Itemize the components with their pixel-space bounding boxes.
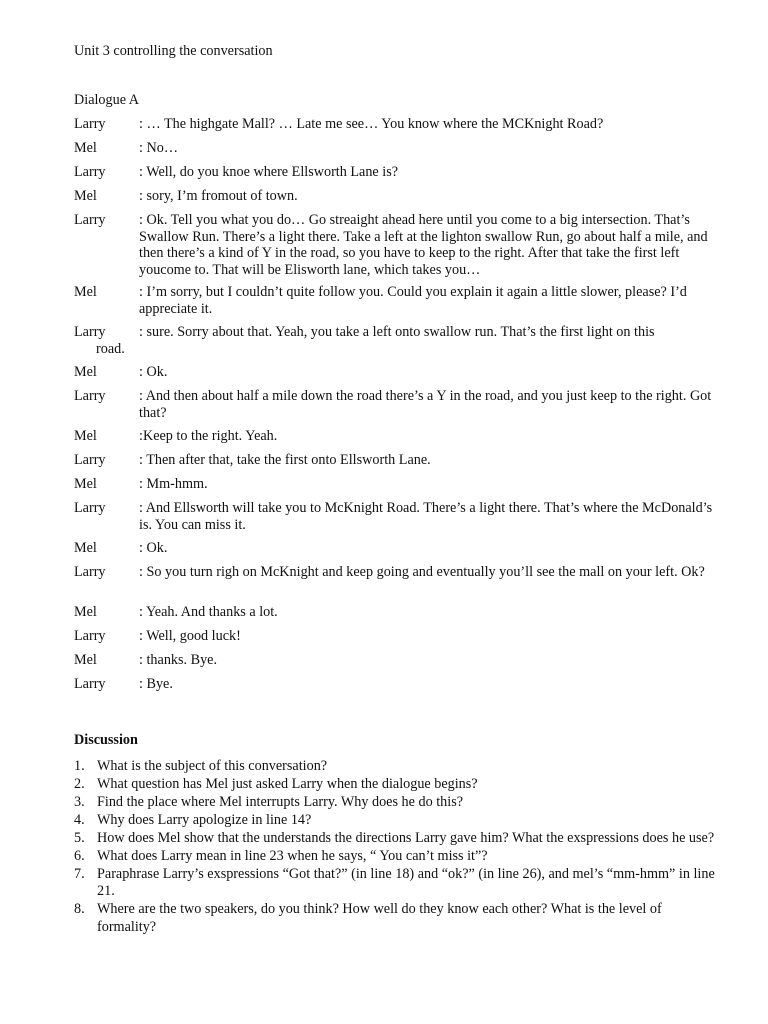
speaker-name: Mel xyxy=(74,284,97,300)
dialogue-line xyxy=(74,652,724,669)
dialogue-line xyxy=(74,284,724,317)
dialogue-text: : And then about half a mile down the road there’s a Y in the road, and you just keep to the right. Got that? xyxy=(139,388,712,421)
question-number: 8. xyxy=(74,901,85,918)
dialogue-line xyxy=(74,388,724,421)
question-text: What question has Mel just asked Larry when the dialogue begins? xyxy=(97,776,478,792)
dialogue-text-continuation: road. xyxy=(96,340,125,357)
speaker-name: Mel xyxy=(74,604,97,620)
speaker-name: Mel xyxy=(74,364,97,380)
dialogue-line xyxy=(74,676,724,693)
dialogue-text: : Mm-hmm. xyxy=(139,476,208,492)
speaker-name: Mel xyxy=(74,428,97,444)
dialogue-text: : And Ellsworth will take you to McKnight Road. There’s a light there. That’s where the McDonald’s is. You can miss it. xyxy=(139,500,713,533)
dialogue-line xyxy=(74,628,724,645)
dialogue-line xyxy=(74,564,724,581)
dialogue-text: : Ok. xyxy=(139,540,168,556)
discussion-question xyxy=(74,848,724,865)
speaker-name: Larry xyxy=(74,676,106,692)
speaker-name: Larry xyxy=(74,564,106,580)
discussion-question xyxy=(74,776,724,793)
discussion-question xyxy=(74,830,724,847)
dialogue-text: :Keep to the right. Yeah. xyxy=(139,428,278,444)
question-text: Find the place where Mel interrupts Larry. Why does he do this? xyxy=(97,794,464,810)
question-number: 4. xyxy=(74,812,85,828)
speaker-name: Larry xyxy=(74,452,106,468)
discussion-question xyxy=(74,812,724,829)
dialogue-text: : Well, good luck! xyxy=(139,628,241,644)
dialogue-line xyxy=(74,540,724,557)
question-text: What does Larry mean in line 23 when he says, “ You can’t miss it”? xyxy=(97,848,488,864)
dialogue-line xyxy=(74,116,724,133)
speaker-name: Larry xyxy=(74,388,106,404)
speaker-name: Mel xyxy=(74,652,97,668)
dialogue-text: : Ok. xyxy=(139,364,168,380)
question-text: How does Mel show that the understands the directions Larry gave him? What the exspressions does he use? xyxy=(97,830,715,846)
question-number: 5. xyxy=(74,830,85,846)
dialogue-text: : thanks. Bye. xyxy=(139,652,218,668)
dialogue-line xyxy=(74,164,724,181)
dialogue-text: : I’m sorry, but I couldn’t quite follow you. Could you explain it again a little slower, please? I’d appreciate it. xyxy=(139,284,687,317)
dialogue-line xyxy=(74,452,724,469)
discussion-question xyxy=(74,758,724,775)
speaker-name: Mel xyxy=(74,476,97,492)
discussion-heading: Discussion xyxy=(74,732,138,748)
question-text: Paraphrase Larry’s exspressions “Got that?” (in line 18) and “ok?” (in line 26), and mel’s “mm-hmm” in line 21. xyxy=(97,866,715,900)
dialogue-text: : No… xyxy=(139,140,179,156)
dialogue-text: : Then after that, take the first onto Ellsworth Lane. xyxy=(139,452,431,468)
speaker-name: Larry xyxy=(74,164,106,180)
discussion-question xyxy=(74,866,724,901)
question-text: What is the subject of this conversation? xyxy=(97,758,328,774)
question-number: 2. xyxy=(74,776,85,792)
unit-title: Unit 3 controlling the conversation xyxy=(74,43,273,59)
dialogue-text: : Bye. xyxy=(139,676,173,692)
dialogue-line xyxy=(74,476,724,493)
dialogue-line xyxy=(74,500,724,533)
question-text: Where are the two speakers, do you think? How well do they know each other? What is the level of formality? xyxy=(97,901,662,935)
speaker-name: Larry xyxy=(74,116,106,132)
question-number: 3. xyxy=(74,794,85,810)
dialogue-text: : sure. Sorry about that. Yeah, you take a left onto swallow run. That’s the first light on this xyxy=(139,324,655,340)
dialogue-text: : … The highgate Mall? … Late me see… You know where the MCKnight Road? xyxy=(139,116,604,132)
speaker-name: Larry xyxy=(74,324,106,340)
speaker-name: Larry xyxy=(74,212,106,228)
speaker-name: Mel xyxy=(74,188,97,204)
question-text: Why does Larry apologize in line 14? xyxy=(97,812,312,828)
question-number: 1. xyxy=(74,758,85,774)
dialogue-line xyxy=(74,324,724,357)
dialogue-text: : Well, do you knoe where Ellsworth Lane is? xyxy=(139,164,399,180)
speaker-name: Larry xyxy=(74,628,106,644)
dialogue-text: : sory, I’m fromout of town. xyxy=(139,188,298,204)
dialogue-heading: Dialogue A xyxy=(74,92,140,108)
discussion-questions xyxy=(74,758,724,937)
dialogue-text: : Ok. Tell you what you do… Go streaight ahead here until you come to a big intersection. That’s Swallow Run. There’s a light there. Take a left at the lighton swallow Run, go about half a mile, and then there’s a kind of Y in the road, so you have to keep to the right. After that take the first left youcome to. That will be Elisworth lane, which takes you… xyxy=(139,212,708,278)
dialogue-line xyxy=(74,604,724,621)
discussion-question xyxy=(74,794,724,811)
speaker-name: Larry xyxy=(74,500,106,516)
question-number: 7. xyxy=(74,866,85,882)
dialogue-line xyxy=(74,188,724,205)
speaker-name: Mel xyxy=(74,540,97,556)
dialogue-line xyxy=(74,428,724,445)
discussion-question xyxy=(74,901,724,936)
dialogue-text: : So you turn righ on McKnight and keep going and eventually you’ll see the mall on your left. Ok? xyxy=(139,564,705,580)
dialogue-line xyxy=(74,364,724,381)
dialogue-text: : Yeah. And thanks a lot. xyxy=(139,604,278,620)
dialogue-line xyxy=(74,140,724,157)
question-number: 6. xyxy=(74,848,85,864)
speaker-name: Mel xyxy=(74,140,97,156)
dialogue-line xyxy=(74,212,724,278)
